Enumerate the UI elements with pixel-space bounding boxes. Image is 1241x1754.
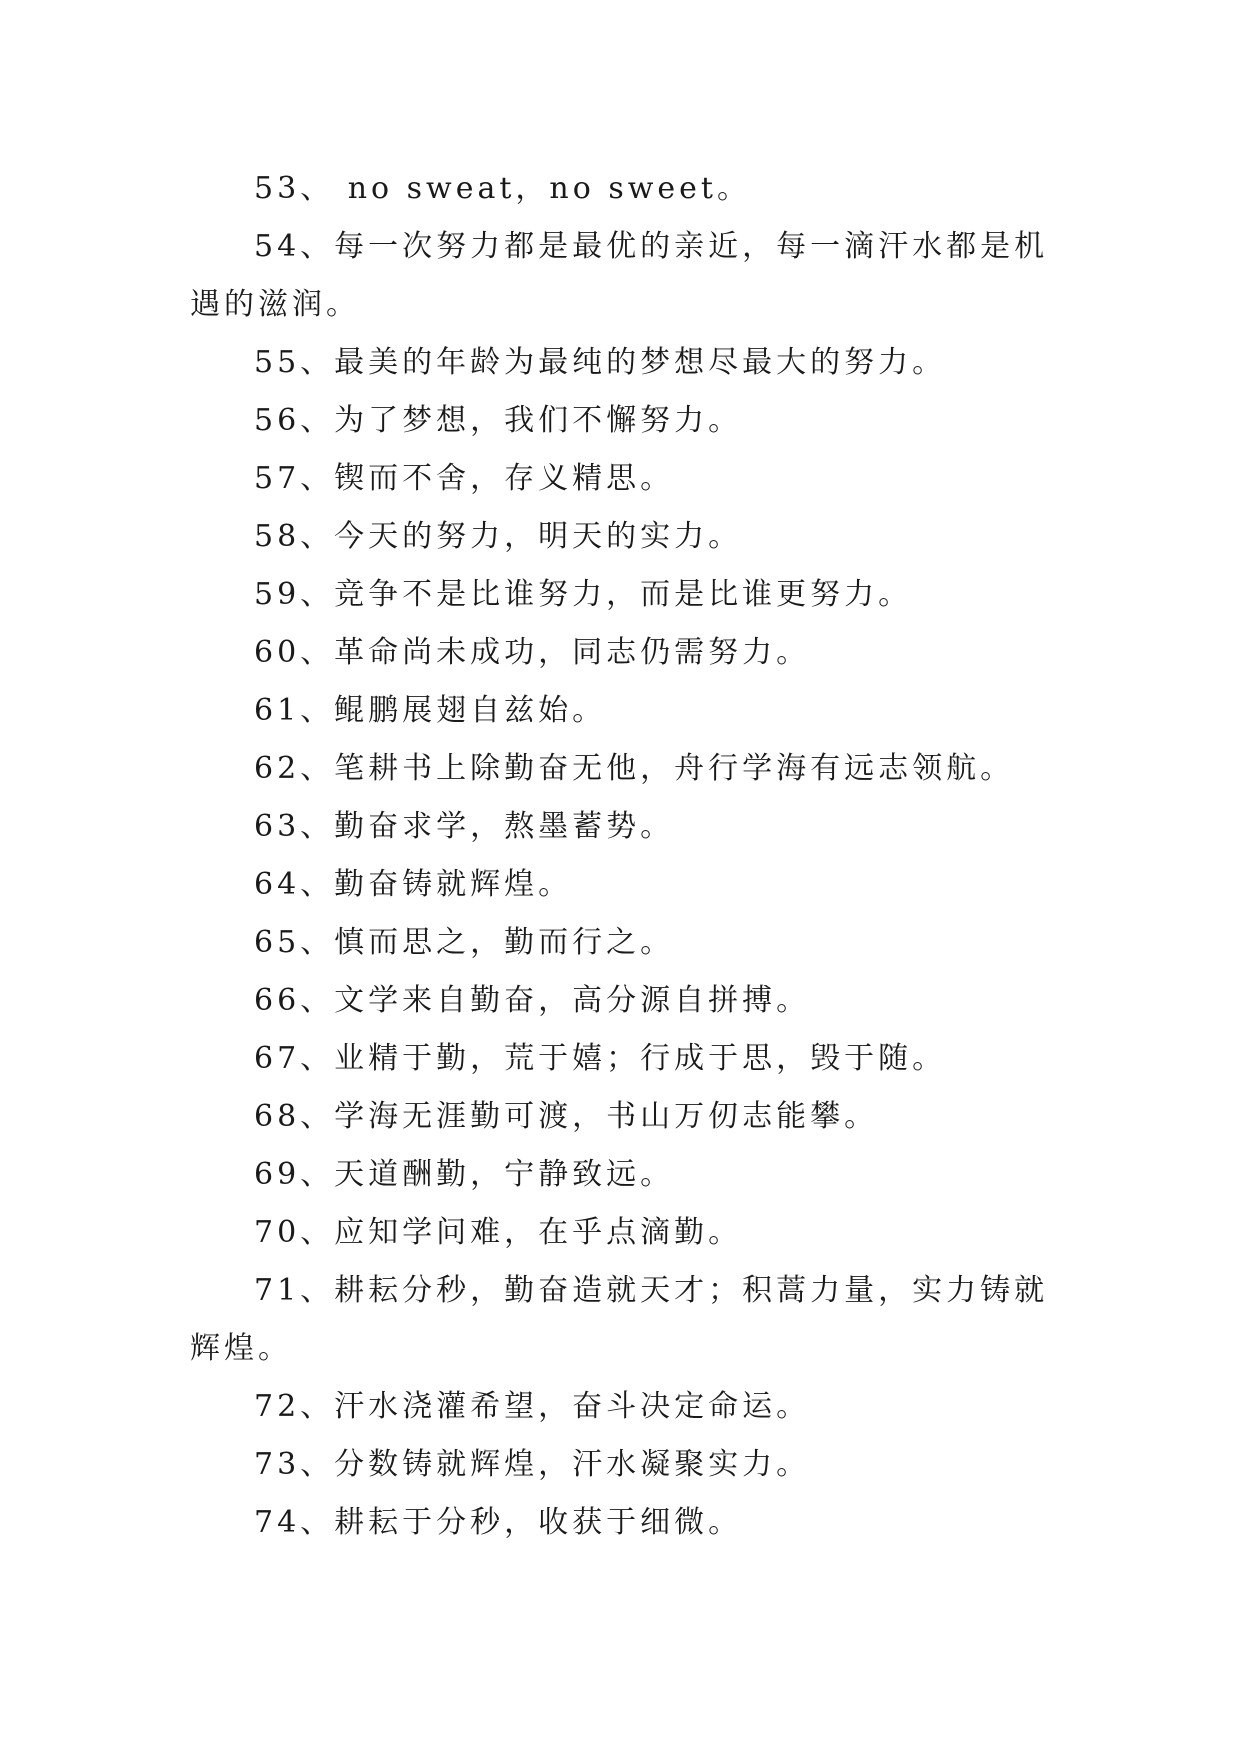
list-item: 68、学海无涯勤可渡，书山万仞志能攀。 <box>254 1099 879 1134</box>
list-item: 63、勤奋求学，熬墨蓄势。 <box>254 809 675 844</box>
list-item: 61、鲲鹏展翅自兹始。 <box>254 693 607 728</box>
list-item: 66、文学来自勤奋，高分源自拼搏。 <box>254 983 811 1018</box>
list-item: 64、勤奋铸就辉煌。 <box>254 867 573 902</box>
list-item: 72、汗水浇灌希望，奋斗决定命运。 <box>254 1389 811 1424</box>
list-item: 60、革命尚未成功，同志仍需努力。 <box>254 635 811 670</box>
list-item: 59、竞争不是比谁努力，而是比谁更努力。 <box>254 577 913 612</box>
list-item: 57、锲而不舍，存义精思。 <box>254 461 675 496</box>
list-item: 73、分数铸就辉煌，汗水凝聚实力。 <box>254 1447 811 1482</box>
list-item: 69、天道酬勤，宁静致远。 <box>254 1157 675 1192</box>
list-item: 65、慎而思之，勤而行之。 <box>254 925 675 960</box>
list-item: 71、耕耘分秒，勤奋造就天才；积蒿力量，实力铸就辉煌。 <box>190 1273 1049 1366</box>
list-item: 54、每一次努力都是最优的亲近，每一滴汗水都是机遇的滋润。 <box>190 229 1049 322</box>
list-item: 74、耕耘于分秒，收获于细微。 <box>254 1505 743 1540</box>
list-item: 56、为了梦想，我们不懈努力。 <box>254 403 743 438</box>
list-item: 62、笔耕书上除勤奋无他，舟行学海有远志领航。 <box>254 751 1015 786</box>
list-item: 67、业精于勤，荒于嬉；行成于思，毁于随。 <box>254 1041 947 1076</box>
list-item: 70、应知学问难，在乎点滴勤。 <box>254 1215 743 1250</box>
list-item: 53、 no sweat，no sweet。 <box>254 171 751 206</box>
document-body <box>190 160 1050 1552</box>
list-item: 58、今天的努力，明天的实力。 <box>254 519 743 554</box>
list-item: 55、最美的年龄为最纯的梦想尽最大的努力。 <box>254 345 947 380</box>
